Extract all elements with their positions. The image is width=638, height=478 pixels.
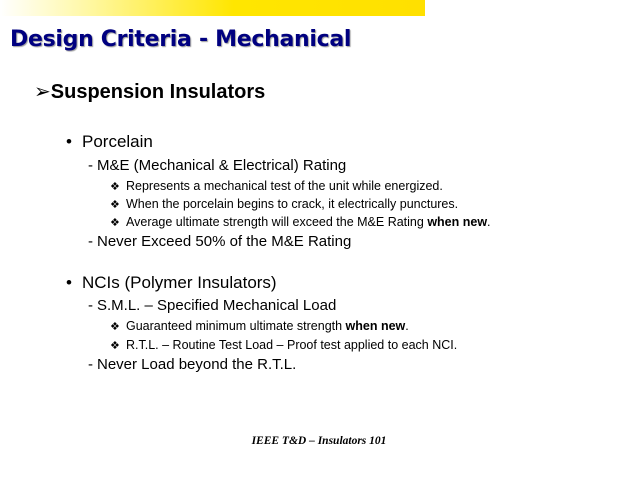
emphasis-when-new: when new	[345, 319, 406, 333]
point-text: R.T.L. – Routine Test Load – Proof test applied to each NCI.	[126, 338, 458, 352]
diamond-bullet-icon: ❖	[110, 199, 120, 211]
sub-text: Never Load beyond the R.T.L.	[97, 356, 297, 373]
heading-suspension-insulators	[34, 79, 265, 104]
point-rtl	[110, 338, 457, 352]
sub-me-rating	[88, 157, 346, 174]
bullet-text: NCIs (Polymer Insulators)	[82, 273, 277, 292]
point-end: .	[405, 319, 409, 333]
top-accent-bar	[0, 0, 425, 16]
diamond-bullet-icon: ❖	[110, 321, 120, 333]
dash-marker: -	[88, 233, 93, 250]
bullet-porcelain	[66, 132, 153, 152]
bullet-icon: •	[66, 132, 72, 151]
point-guaranteed	[110, 319, 409, 333]
sub-text: M&E (Mechanical & Electrical) Rating	[97, 157, 347, 174]
sub-text: Never Exceed 50% of the M&E Rating	[97, 233, 352, 250]
point-represents	[110, 179, 443, 193]
point-text: Represents a mechanical test of the unit while energized.	[126, 179, 443, 193]
point-text: Guaranteed minimum ultimate strength	[126, 319, 346, 333]
dash-marker: -	[88, 356, 93, 373]
diamond-bullet-icon: ❖	[110, 217, 120, 229]
point-crack	[110, 197, 458, 211]
bullet-ncis	[66, 273, 277, 293]
point-text: When the porcelain begins to crack, it electrically punctures.	[126, 197, 459, 211]
dash-marker: -	[88, 157, 93, 174]
diamond-bullet-icon: ❖	[110, 340, 120, 352]
diamond-bullet-icon: ❖	[110, 181, 120, 193]
sub-never-load	[88, 356, 296, 373]
emphasis-when-new: when new	[427, 215, 488, 229]
heading-text: Suspension Insulators	[50, 81, 266, 103]
dash-marker: -	[88, 297, 93, 314]
point-end: .	[487, 215, 491, 229]
sub-text: S.M.L. – Specified Mechanical Load	[97, 297, 337, 314]
point-average-strength	[110, 215, 491, 229]
slide-title: Design Criteria - Mechanical	[10, 27, 352, 52]
bullet-icon: •	[66, 273, 72, 292]
point-text: Average ultimate strength will exceed the M&E Rating	[126, 215, 428, 229]
sub-never-exceed	[88, 233, 351, 250]
bullet-text: Porcelain	[82, 132, 153, 151]
arrow-bullet-icon: ➢	[34, 81, 51, 103]
slide-footer: IEEE T&D – Insulators 101	[251, 435, 387, 447]
sub-sml	[88, 297, 336, 314]
